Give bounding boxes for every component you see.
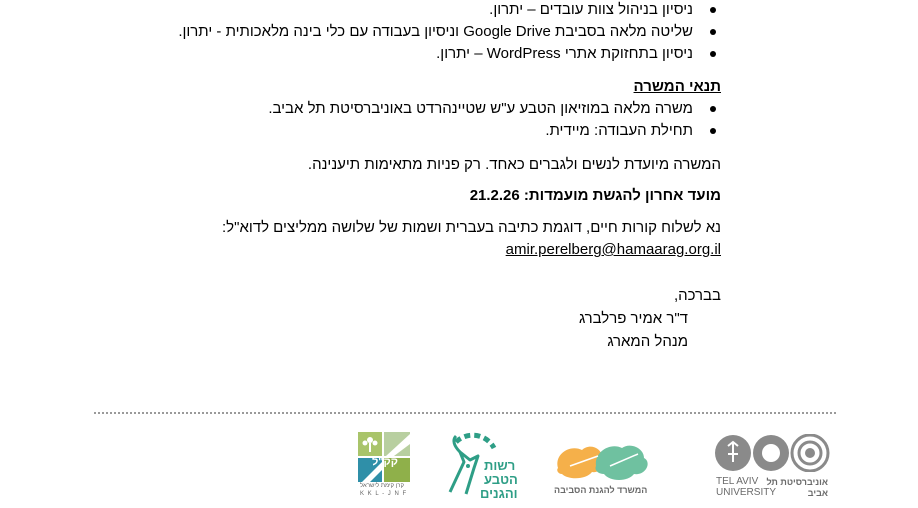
bullet-icon	[710, 128, 716, 134]
tau-english-1: TEL AVIV	[716, 476, 759, 487]
equality-note: המשרה מיועדת לנשים ולגברים כאחד. רק פניות מתאימות תיענינה.	[307, 156, 721, 173]
requirement-text: ניסיון בתחזוקת אתרי WordPress – יתרון.	[436, 45, 693, 62]
requirement-text: ניסיון בניהול צוות עובדים – יתרון.	[489, 1, 693, 18]
tau-circles-icon	[714, 434, 830, 472]
parks-line-2: הטבע	[484, 472, 518, 487]
footer-divider	[94, 412, 836, 414]
signature-title: מנהל המארג	[607, 333, 688, 350]
bullet-icon	[710, 106, 716, 112]
deadline: מועד אחרון להגשת מועמדות: 21.2.26	[469, 187, 721, 204]
list-item	[436, 44, 721, 64]
signature-name: ד"ר אמיר פרלברג	[578, 310, 688, 327]
nature-parks-logo	[444, 432, 534, 500]
parks-line-3: והגנים	[480, 486, 518, 501]
ministry-environment-logo	[552, 440, 662, 500]
tau-hebrew: אוניברסיטת תל אביב	[766, 477, 828, 498]
kkl-subtitle: קרן קימת לישראל	[360, 483, 405, 489]
ministry-name: המשרד להגנת הסביבה	[554, 485, 648, 495]
bullet-icon	[710, 29, 716, 35]
bullet-icon	[710, 7, 716, 13]
list-item	[178, 22, 721, 42]
signature-greeting: בברכה,	[673, 287, 721, 304]
email-link[interactable]: amir.perelberg@hamaarag.org.il	[505, 241, 721, 258]
list-item	[489, 0, 721, 20]
tau-logo	[714, 434, 830, 500]
list-item	[545, 121, 721, 141]
list-item	[268, 99, 721, 119]
parks-line-1: רשות	[484, 458, 516, 473]
apply-instructions: נא לשלוח קורות חיים, דוגמת כתיבה בעברית ושמות של שלושה ממליצים לדוא"ל:	[222, 219, 721, 236]
leaves-icon	[552, 440, 656, 484]
bullet-icon	[710, 51, 716, 57]
tau-english-2: UNIVERSITY	[716, 487, 777, 498]
requirement-text: שליטה מלאה בסביבת Google Drive וניסיון בעבודה עם כלי בינה מלאכותית - יתרון.	[178, 23, 693, 40]
terms-text: משרה מלאה במוזיאון הטבע ע"ש שטיינהרדט באוניברסיטת תל אביב.	[268, 100, 693, 117]
kkl-hebrew: קק"ל	[372, 456, 398, 468]
kkl-latin: K K L - J N F	[360, 491, 408, 497]
terms-heading: תנאי המשרה	[633, 78, 721, 95]
kkl-jnf-logo	[358, 432, 410, 500]
terms-text: תחילת העבודה: מיידית.	[545, 122, 693, 139]
